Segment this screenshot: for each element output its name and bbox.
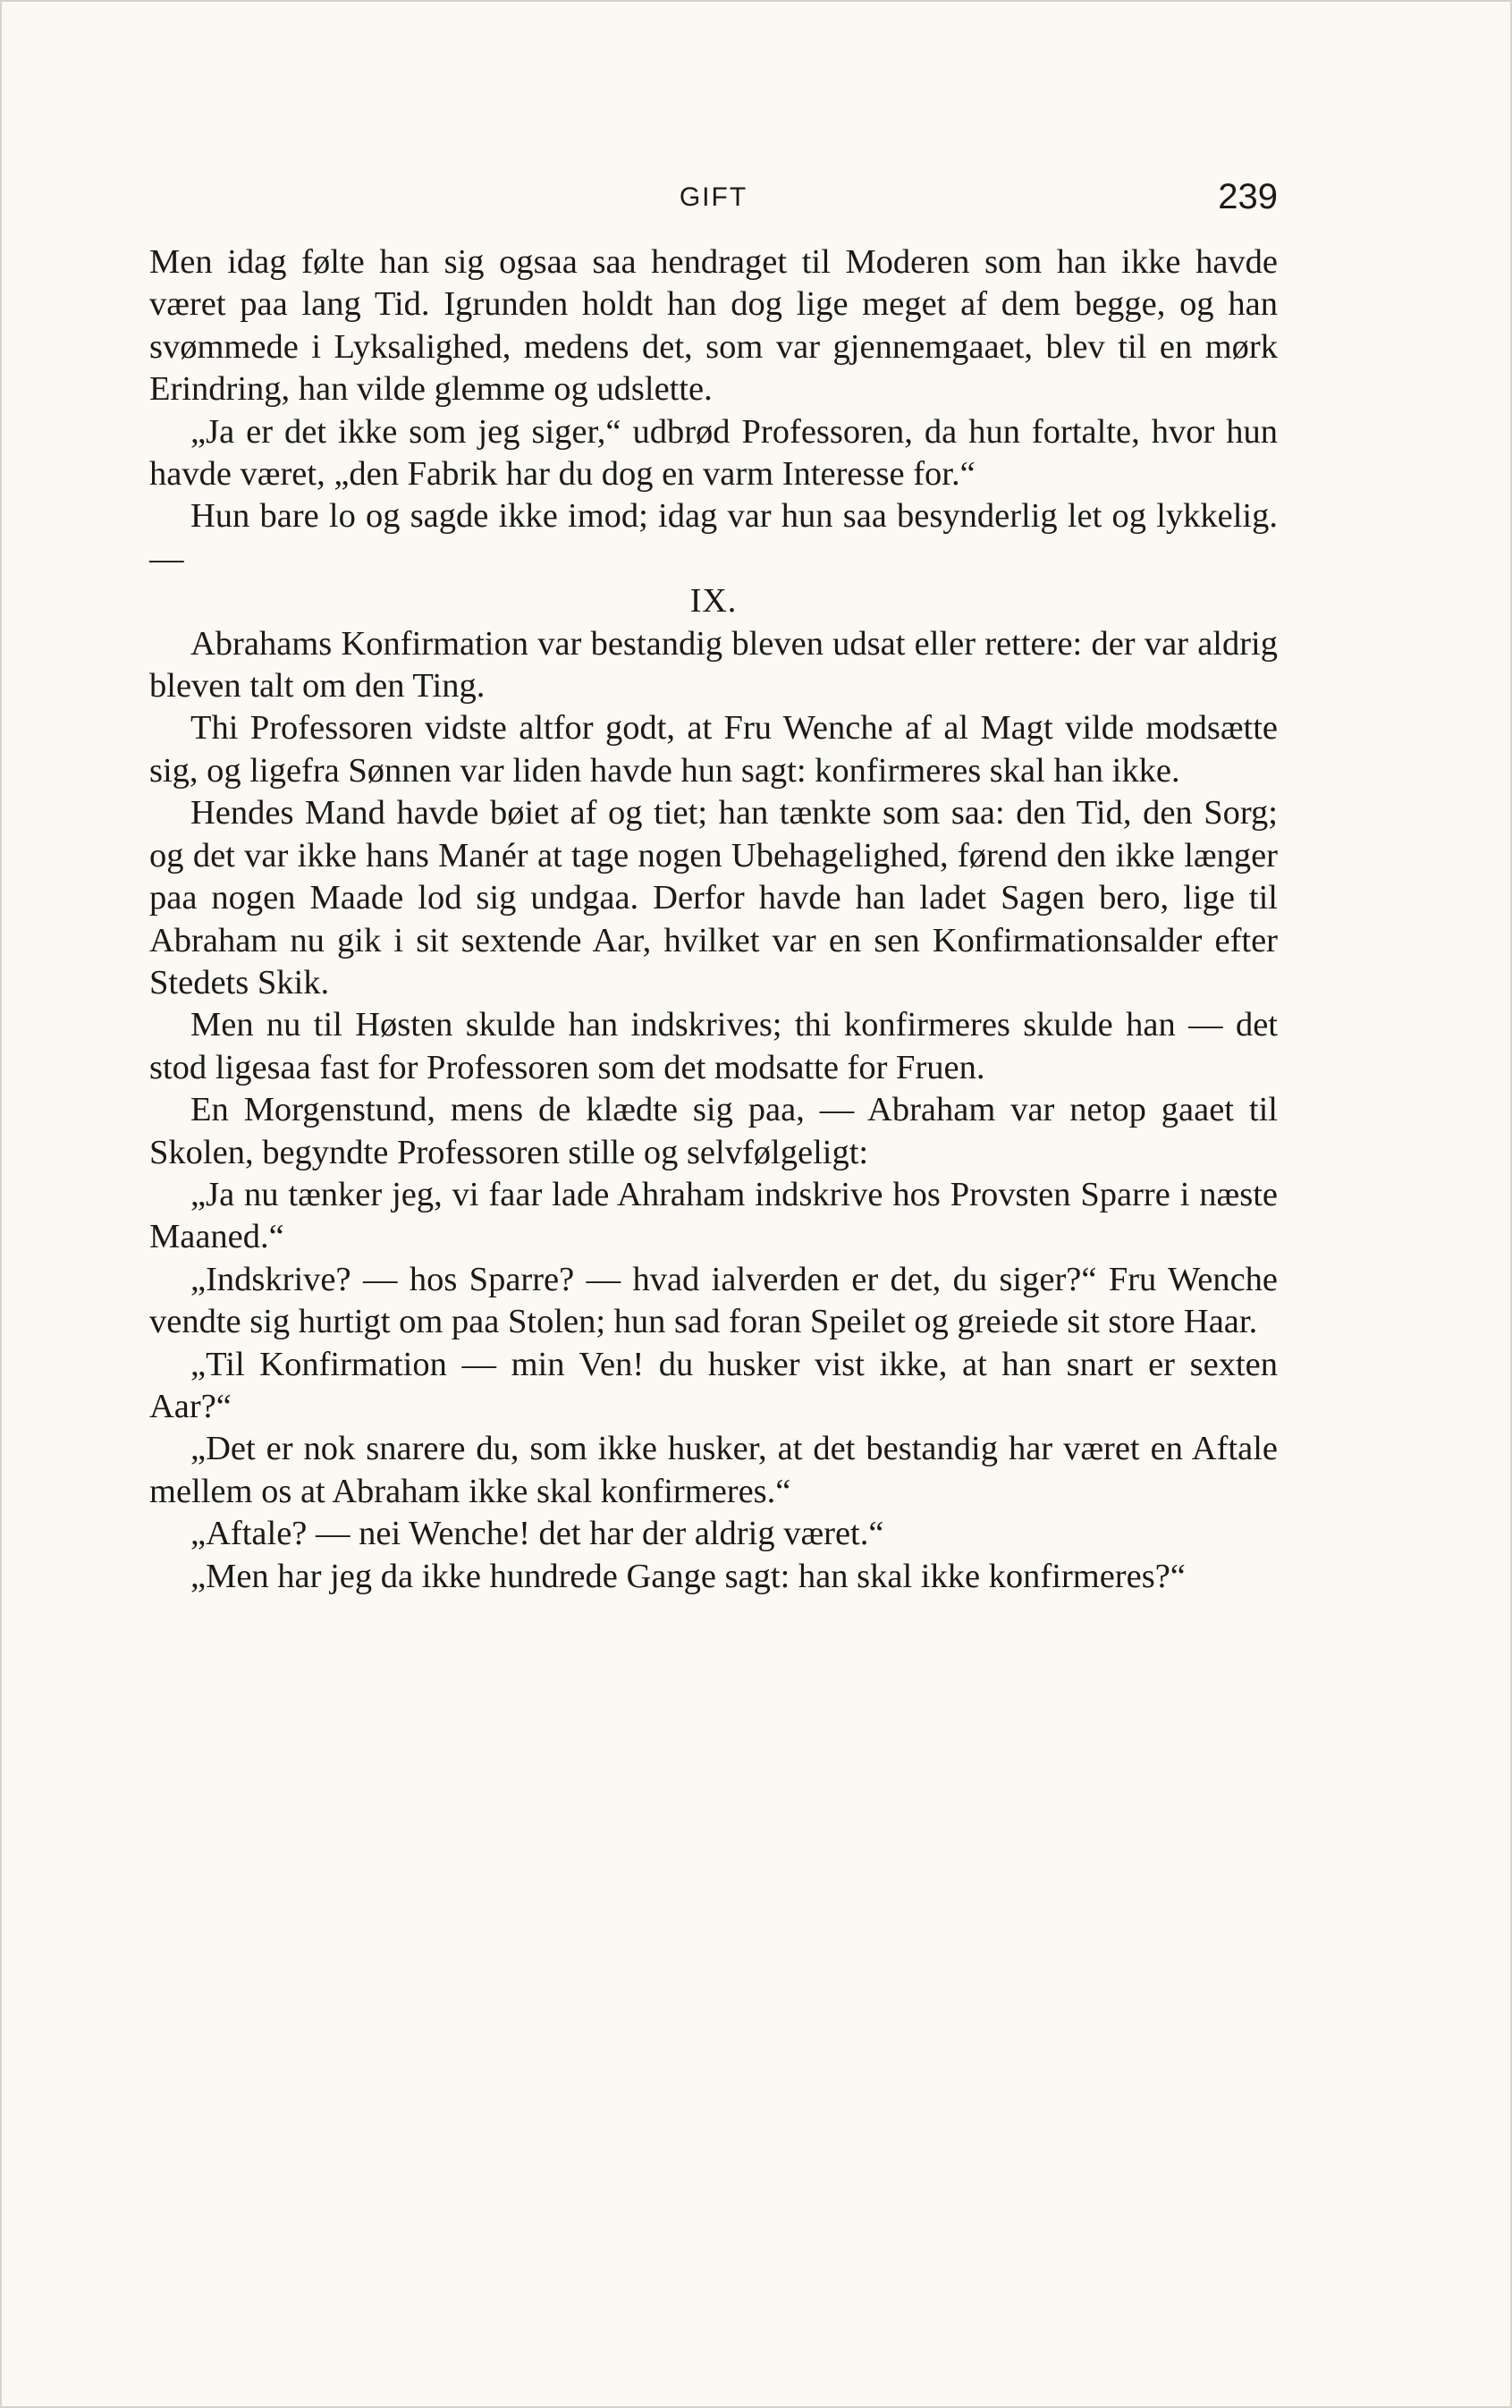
paragraph: Thi Professoren vidste altfor godt, at Fru Wenche af al Magt vilde modsætte sig, og ligefra Sønnen var liden havde hun sagt: konfirmeres skal han ikke. xyxy=(149,709,1278,790)
body-text xyxy=(149,241,1278,1598)
paragraph: „Indskrive? — hos Sparre? — hvad ialverden er det, du siger?“ Fru Wenche vendte sig hurtigt om paa Stolen; hun sad foran Speilet og greiede sit store Haar. xyxy=(149,1260,1278,1341)
paragraph: Hun bare lo og sagde ikke imod; idag var hun saa besynderlig let og lykkelig. — xyxy=(149,497,1278,578)
paragraph: Men nu til Høsten skulde han indskrives; thi konfirmeres skulde han — det stod ligesaa fast for Professoren som det modsatte for Fruen. xyxy=(149,1006,1278,1086)
paragraph: „Aftale? — nei Wenche! det har der aldrig været.“ xyxy=(190,1515,884,1553)
paragraph: „Ja er det ikke som jeg siger,“ udbrød Professoren, da hun fortalte, hvor hun havde været, „den Fabrik har du dog en varm Interesse for.“ xyxy=(149,412,1278,494)
paragraph: „Det er nok snarere du, som ikke husker, at det bestandig har været en Aftale mellem os at Abraham ikke skal konfirmeres.“ xyxy=(149,1430,1278,1510)
paragraph: „Men har jeg da ikke hundrede Gange sagt: han skal ikke konfirmeres?“ xyxy=(190,1557,1186,1595)
paragraph: „Ja nu tænker jeg, vi faar lade Ahraham indskrive hos Provsten Sparre i næste Maaned.“ xyxy=(149,1175,1278,1256)
chapter-heading: IX. xyxy=(689,582,738,621)
running-title: GIFT xyxy=(679,182,748,212)
paragraph: Abrahams Konfirmation var bestandig bleven udsat eller rettere: der var aldrig bleven talt om den Ting. xyxy=(149,624,1278,706)
page-number: 239 xyxy=(1218,177,1278,216)
paragraph: Men idag følte han sig ogsaa saa hendraget til Moderen som han ikke havde været paa lang Tid. Igrunden holdt han dog lige meget af dem begge, og han svømmede i Lyksalighed, medens det, som var gjennemgaaet, blev til en mørk Erindring, han vilde glemme og udslette. xyxy=(149,243,1278,409)
paragraph: Hendes Mand havde bøiet af og tiet; han tænkte som saa: den Tid, den Sorg; og det var ikke hans Manér at tage nogen Ubehagelighed, førend den ikke længer paa nogen Maade lod sig undgaa. Derfor havde han ladet Sagen bero, lige til Abraham nu gik i sit sextende Aar, hvilket var en sen Konfirmationsalder efter Stedets Skik. xyxy=(149,794,1278,1001)
paragraph: „Til Konfirmation — min Ven! du husker vist ikke, at han snart er sexten Aar?“ xyxy=(149,1345,1278,1425)
page-header xyxy=(149,177,1278,231)
paragraph: En Morgenstund, mens de klædte sig paa, — Abraham var netop gaaet til Skolen, begyndte Professoren stille og selvfølgeligt: xyxy=(149,1091,1278,1171)
